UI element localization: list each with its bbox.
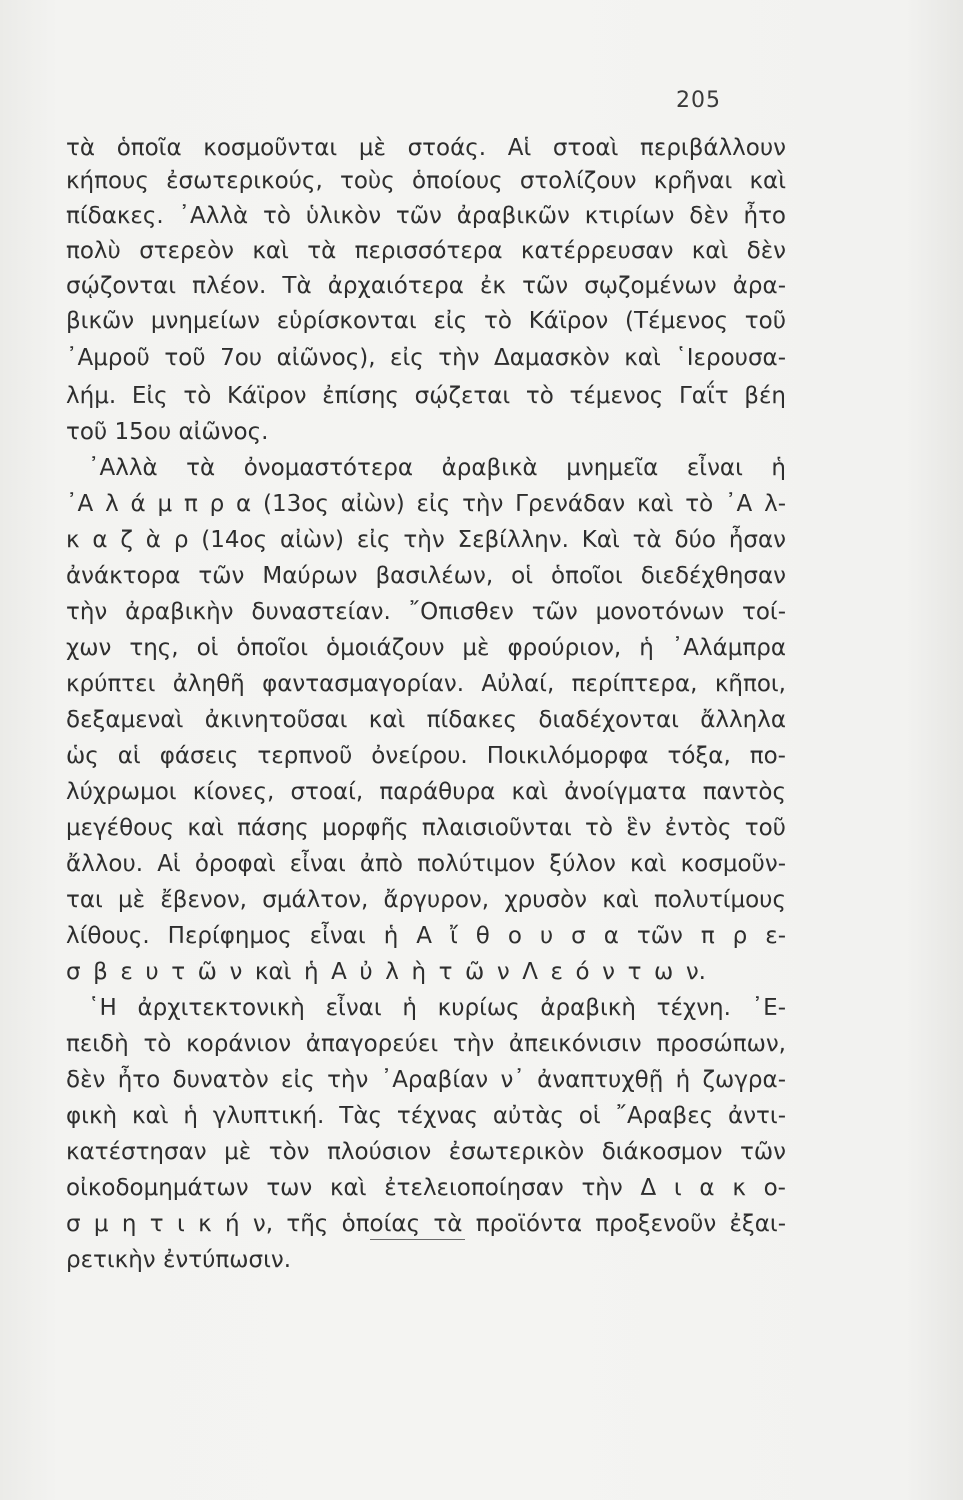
page-number: 205 [676,88,721,113]
text-line: δὲν ἦτο δυνατὸν εἰς τὴν ᾿Αραβίαν ν᾿ ἀναπτυχθῇ ἡ ζωγρα- [66,1067,786,1093]
text-line: πειδὴ τὸ κοράνιον ἀπαγορεύει τὴν ἀπεικόνισιν προσώπων, [66,1031,786,1057]
text-line: οἰκοδομημάτων των καὶ ἐτελειοποίησαν τὴν Δ ι α κ ο- [66,1175,786,1201]
text-line: λύχρωμοι κίονες, στοαί, παράθυρα καὶ ἀνοίγματα παντὸς [66,779,786,805]
text-line: σ β ε υ τ ῶ ν καὶ ἡ Α ὐ λ ὴ τ ῶ ν Λ ε ό ν τ ω ν. [66,959,706,985]
text-line: δεξαμεναὶ ἀκινητοῦσαι καὶ πίδακες διαδέχονται ἄλληλα [66,707,786,733]
text-line: πολὺ στερεὸν καὶ τὰ περισσότερα κατέρρευσαν καὶ δὲν [66,238,786,264]
text-line: τοῦ 15ου αἰῶνος. [66,419,269,445]
text-line: ᾿Αμροῦ τοῦ 7ου αἰῶνος), εἰς τὴν Δαμασκὸν καὶ ῾Ιερουσα- [66,345,786,371]
footnote-separator [370,1239,465,1240]
text-line: ὡς αἱ φάσεις τερπνοῦ ὀνείρου. Ποικιλόμορφα τόξα, πο- [66,743,786,769]
text-line: ρετικὴν ἐντύπωσιν. [66,1247,292,1273]
text-line: φικὴ καὶ ἡ γλυπτική. Τὰς τέχνας αὐτὰς οἱ ῎Αραβες ἀντι- [66,1103,786,1129]
text-line: λήμ. Εἰς τὸ Κάϊρον ἐπίσης σῴζεται τὸ τέμενος Γαΐτ βέη [66,383,786,409]
text-line: τὴν ἀραβικὴν δυναστείαν. ῎Οπισθεν τῶν μονοτόνων τοί- [66,599,786,625]
text-line: μεγέθους καὶ πάσης μορφῆς πλαισιοῦνται τὸ ἓν ἐντὸς τοῦ [66,815,786,841]
text-line: κήπους ἐσωτερικούς, τοὺς ὁποίους στολίζουν κρῆναι καὶ [66,168,786,194]
text-line: ἀνάκτορα τῶν Μαύρων βασιλέων, οἱ ὁποῖοι διεδέχθησαν [66,563,786,589]
text-line: πίδακες. ᾿Αλλὰ τὸ ὑλικὸν τῶν ἀραβικῶν κτιρίων δὲν ἦτο [66,203,786,229]
text-line: κ α ζ ὰ ρ (14ος αἰὼν) εἰς τὴν Σεβίλλην. Καὶ τὰ δύο ἦσαν [66,527,786,553]
text-line: ται μὲ ἔβενον, σμάλτον, ἄργυρον, χρυσὸν καὶ πολυτίμους [66,887,786,913]
text-line: κρύπτει ἀληθῆ φαντασμαγορίαν. Αὐλαί, περίπτερα, κῆποι, [66,671,786,697]
text-line: κατέστησαν μὲ τὸν πλούσιον ἐσωτερικὸν διάκοσμον τῶν [66,1139,786,1165]
text-line: χων της, οἱ ὁποῖοι ὁμοιάζουν μὲ φρούριον, ἡ ᾿Αλάμπρα [66,635,786,661]
text-line: ῾Η ἀρχιτεκτονικὴ εἶναι ἡ κυρίως ἀραβικὴ τέχνη. ᾿Ε- [88,995,786,1021]
text-line: σ μ η τ ι κ ή ν, τῆς ὁποίας τὰ προϊόντα προξενοῦν ἐξαι- [66,1211,786,1237]
text-line: ᾿Α λ ά μ π ρ α (13ος αἰὼν) εἰς τὴν Γρενάδαν καὶ τὸ ᾿Α λ- [66,491,786,517]
text-line: σῴζονται πλέον. Τὰ ἀρχαιότερα ἐκ τῶν σῳζομένων ἀρα- [66,273,786,299]
text-line: τὰ ὁποῖα κοσμοῦνται μὲ στοάς. Αἱ στοαὶ περιβάλλουν [66,135,786,161]
text-line: βικῶν μνημείων εὑρίσκονται εἰς τὸ Κάϊρον (Τέμενος τοῦ [66,308,786,334]
text-line: ᾿Αλλὰ τὰ ὀνομαστότερα ἀραβικὰ μνημεῖα εἶναι ἡ [88,455,786,481]
text-line: λίθους. Περίφημος εἶναι ἡ Α ἴ θ ο υ σ α τῶν π ρ ε- [66,923,786,949]
text-line: ἄλλου. Αἱ ὀροφαὶ εἶναι ἀπὸ πολύτιμον ξύλον καὶ κοσμοῦν- [66,851,786,877]
